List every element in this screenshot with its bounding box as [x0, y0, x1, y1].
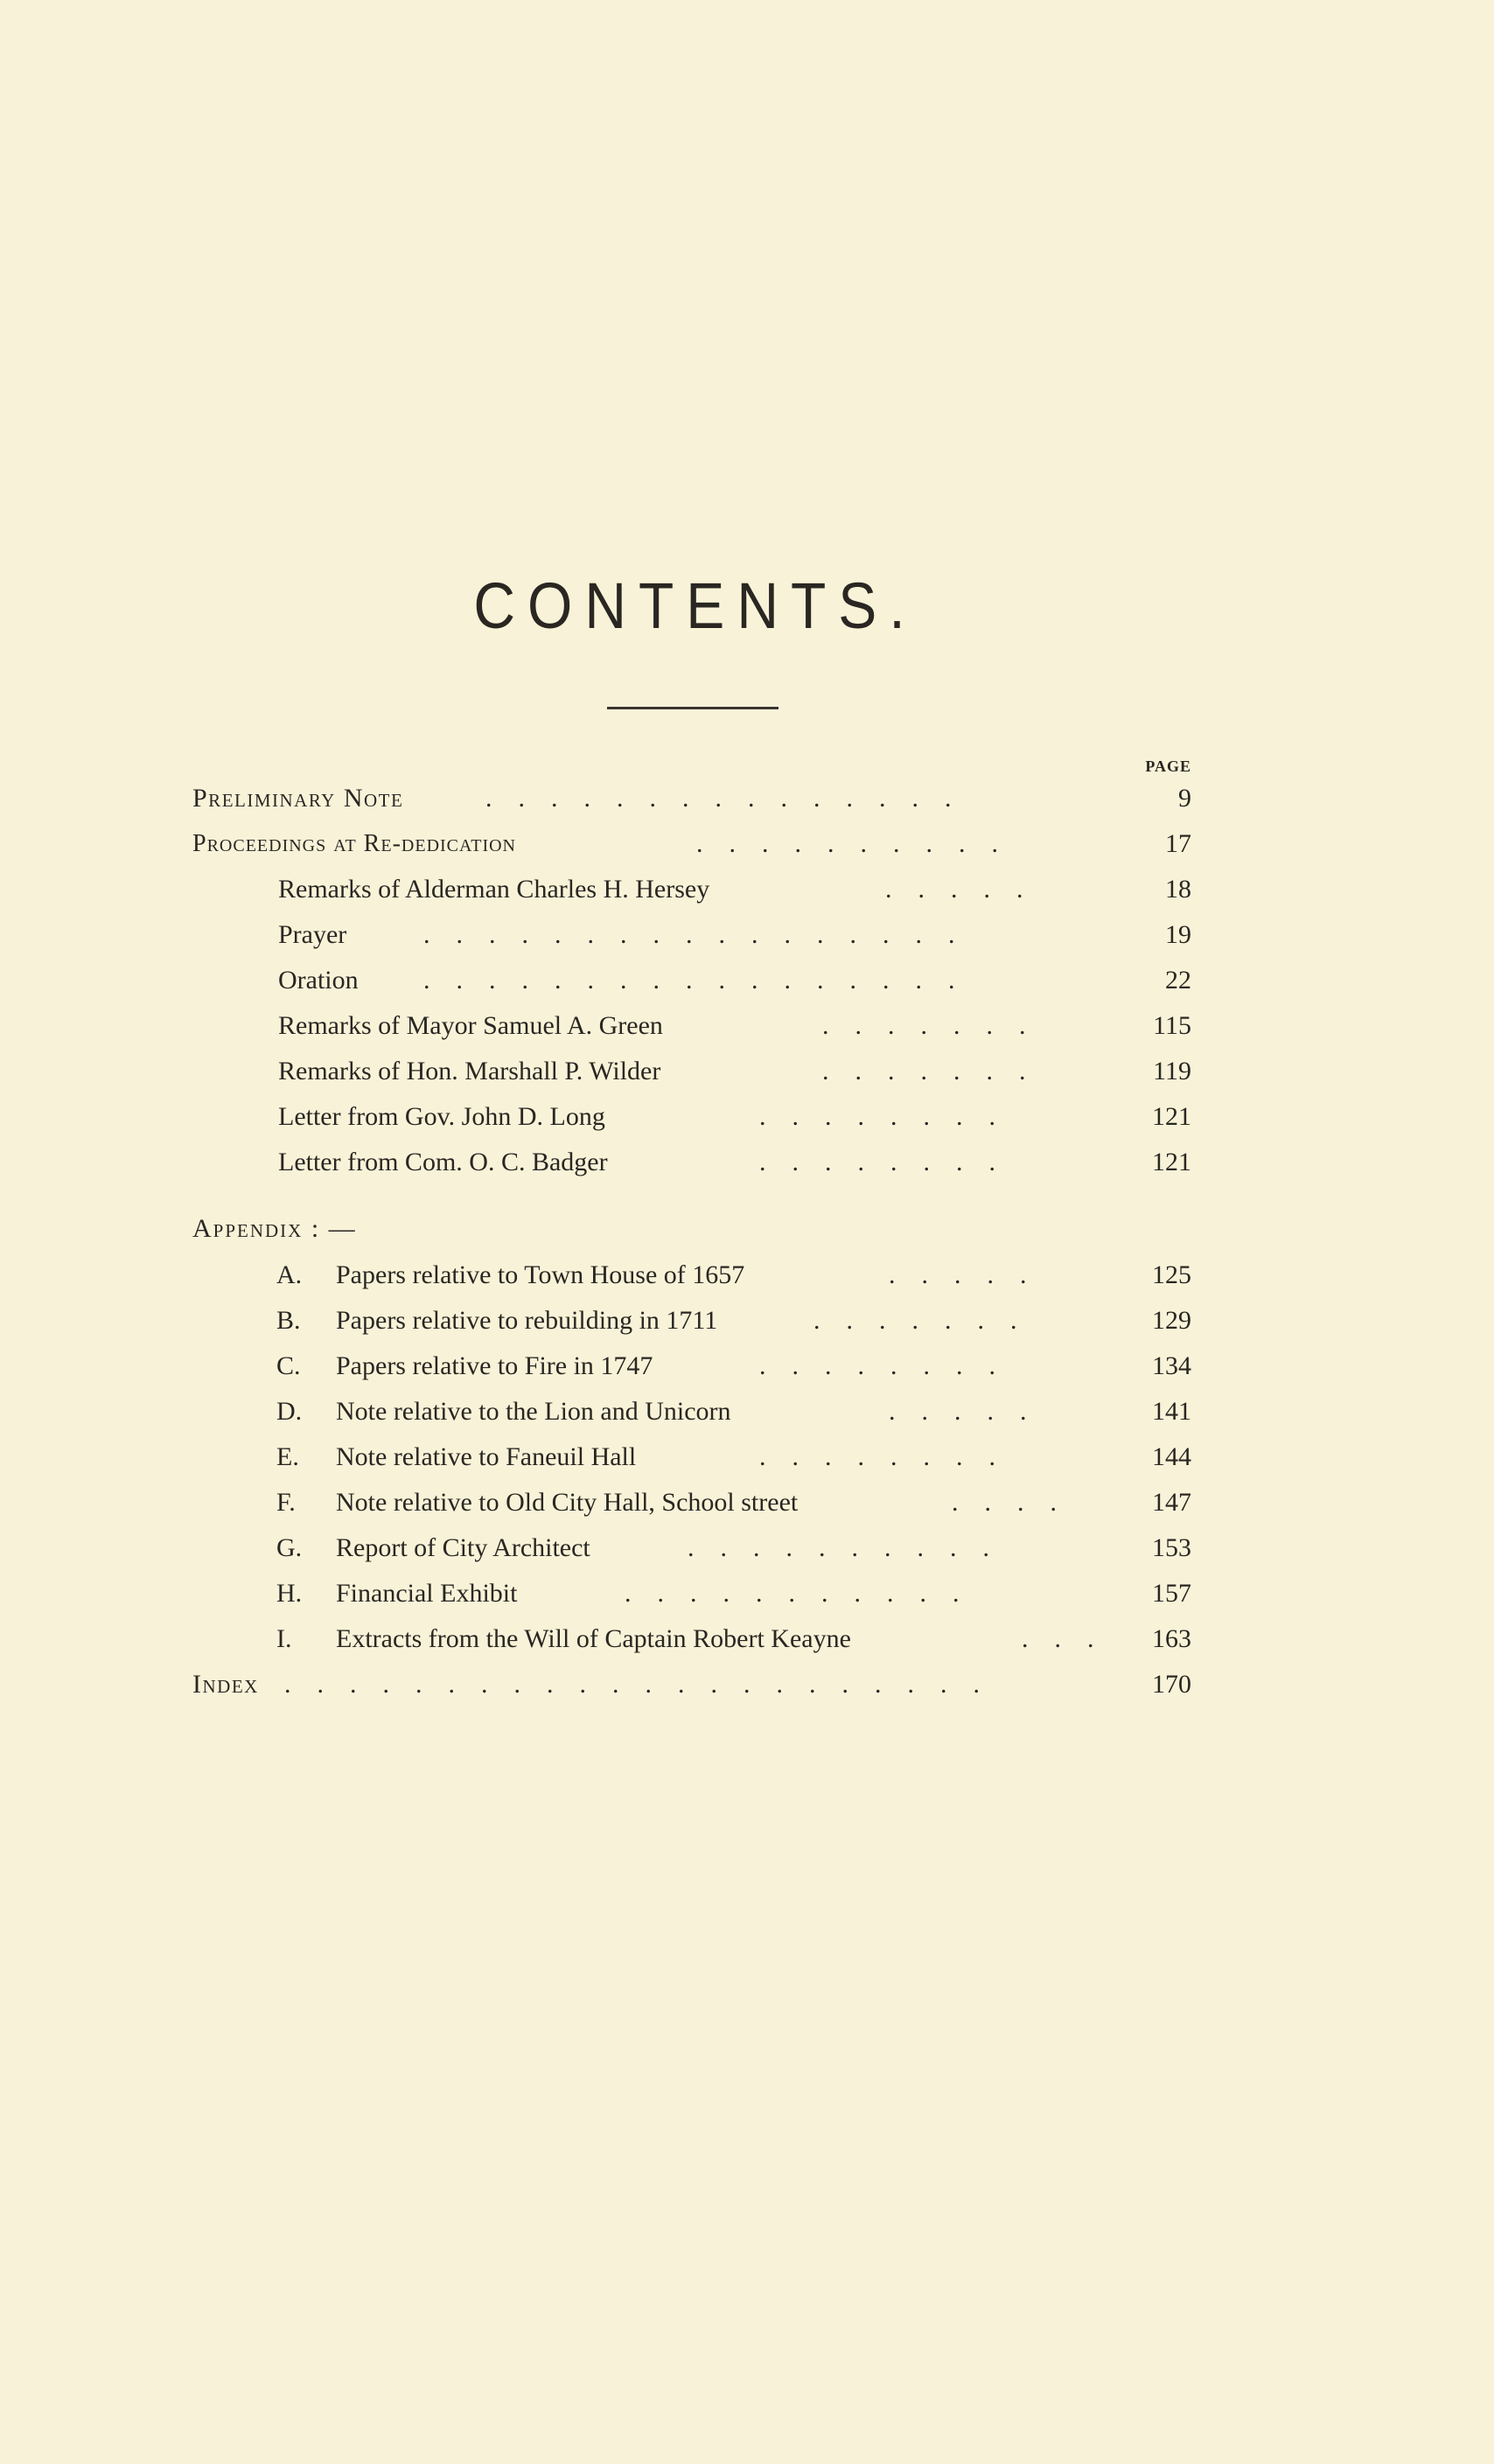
toc-entry-oration[interactable]	[192, 962, 1191, 999]
leader-dots: . . . .	[952, 1488, 1057, 1517]
appendix-item-page: 147	[1152, 1488, 1191, 1517]
leader-dots: . . . . . . . . . .	[696, 829, 998, 858]
leader-dots: . . . . . . . .	[759, 1442, 995, 1471]
leader-dots: . . . . . . . . . . . . . . . . .	[423, 920, 955, 949]
appendix-heading: Appendix : —	[192, 1214, 357, 1243]
toc-entry-page: 121	[1152, 1102, 1191, 1131]
leader-dots: . . . . . . . .	[759, 1148, 995, 1176]
appendix-item-h[interactable]	[276, 1575, 1191, 1612]
toc-entry-page: 170	[1152, 1670, 1191, 1699]
appendix-item-d[interactable]	[276, 1393, 1191, 1430]
appendix-item-page: 125	[1152, 1260, 1191, 1289]
appendix-item-label: Note relative to Faneuil Hall	[336, 1442, 637, 1471]
toc-entry-prayer[interactable]	[192, 917, 1191, 953]
appendix-item-label: Papers relative to Fire in 1747	[336, 1351, 653, 1380]
appendix-item-label: Note relative to Old City Hall, School street	[336, 1488, 799, 1517]
leader-dots: . . . . . . . . . . . . . . .	[485, 784, 952, 813]
appendix-item-letter: E.	[276, 1442, 299, 1471]
appendix-item-letter: A.	[276, 1260, 303, 1289]
leader-dots: . . . . .	[885, 875, 1023, 904]
appendix-item-label: Papers relative to rebuilding in 1711	[336, 1306, 718, 1335]
appendix-item-label: Financial Exhibit	[336, 1579, 518, 1608]
toc-entry-label: Oration	[278, 966, 359, 995]
toc-entry-label: Preliminary Note	[192, 784, 404, 813]
appendix-item-e[interactable]	[276, 1439, 1191, 1476]
toc-entry-label: Index	[192, 1670, 259, 1699]
appendix-item-i[interactable]	[276, 1621, 1191, 1658]
appendix-item-b[interactable]	[276, 1302, 1191, 1339]
appendix-item-page: 144	[1152, 1442, 1191, 1471]
toc-entry-gov-long[interactable]	[192, 1099, 1191, 1135]
toc-entry-page: 9	[1178, 784, 1191, 813]
toc-entry-wilder[interactable]	[192, 1053, 1191, 1090]
page-title: CONTENTS.	[473, 569, 918, 642]
toc-entry-label: Prayer	[278, 920, 347, 949]
page-column-header: PAGE	[1145, 757, 1191, 775]
toc-entry-label: Letter from Com. O. C. Badger	[278, 1148, 608, 1176]
appendix-item-f[interactable]	[276, 1484, 1191, 1521]
toc-entry-hersey[interactable]	[192, 871, 1191, 908]
appendix-item-g[interactable]	[276, 1530, 1191, 1567]
appendix-item-page: 134	[1152, 1351, 1191, 1380]
appendix-item-page: 157	[1152, 1579, 1191, 1608]
leader-dots: . . . . .	[889, 1397, 1027, 1426]
toc-entry-page: 121	[1152, 1148, 1191, 1176]
toc-entry-mayor-green[interactable]	[192, 1008, 1191, 1044]
leader-dots: . . . . . . . . . .	[688, 1533, 989, 1562]
appendix-item-label: Extracts from the Will of Captain Robert Keayne	[336, 1624, 851, 1653]
leader-dots: . . . . . . . .	[759, 1102, 995, 1131]
appendix-item-page: 163	[1152, 1624, 1191, 1653]
appendix-item-letter: I.	[276, 1624, 292, 1653]
toc-entry-label: Remarks of Alderman Charles H. Hersey	[278, 875, 710, 904]
appendix-item-letter: C.	[276, 1351, 301, 1380]
appendix-item-letter: D.	[276, 1397, 303, 1426]
appendix-item-a[interactable]	[276, 1257, 1191, 1294]
toc-entry-page: 19	[1165, 920, 1191, 949]
leader-dots: . . . . . . .	[813, 1306, 1017, 1335]
toc-entry-label: Letter from Gov. John D. Long	[278, 1102, 605, 1131]
appendix-item-label: Note relative to the Lion and Unicorn	[336, 1397, 731, 1426]
toc-entry-page: 115	[1153, 1011, 1191, 1040]
toc-entry-preliminary-note[interactable]	[192, 780, 1191, 817]
toc-entry-badger[interactable]	[192, 1144, 1191, 1181]
appendix-item-page: 153	[1152, 1533, 1191, 1562]
leader-dots: . . . . .	[889, 1260, 1027, 1289]
appendix-item-page: 141	[1152, 1397, 1191, 1426]
toc-entry-label: Remarks of Hon. Marshall P. Wilder	[278, 1057, 661, 1085]
leader-dots: . . . . . . . . . . . . . . . . . . . . . .	[284, 1670, 980, 1699]
toc-entry-page: 119	[1153, 1057, 1191, 1085]
appendix-item-label: Papers relative to Town House of 1657	[336, 1260, 745, 1289]
appendix-item-label: Report of City Architect	[336, 1533, 590, 1562]
appendix-item-letter: G.	[276, 1533, 303, 1562]
appendix-item-letter: H.	[276, 1579, 303, 1608]
toc-entry-label: Remarks of Mayor Samuel A. Green	[278, 1011, 663, 1040]
appendix-item-page: 129	[1152, 1306, 1191, 1335]
appendix-item-c[interactable]	[276, 1348, 1191, 1385]
toc-entry-label: Proceedings at Re-dedication	[192, 830, 516, 857]
leader-dots: . . . . . . .	[822, 1057, 1026, 1085]
leader-dots: . . .	[1022, 1624, 1094, 1653]
leader-dots: . . . . . . . .	[759, 1351, 995, 1380]
toc-entry-index[interactable]	[192, 1666, 1191, 1703]
appendix-item-letter: B.	[276, 1306, 301, 1335]
toc-entry-page: 17	[1165, 829, 1191, 858]
toc-entry-proceedings[interactable]	[192, 826, 1191, 862]
toc-entry-page: 22	[1165, 966, 1191, 995]
leader-dots: . . . . . . . . . . . . . . . . .	[423, 966, 955, 995]
leader-dots: . . . . . . . . . . .	[625, 1579, 960, 1608]
appendix-item-letter: F.	[276, 1488, 296, 1517]
toc-entry-page: 18	[1165, 875, 1191, 904]
leader-dots: . . . . . . .	[822, 1011, 1026, 1040]
